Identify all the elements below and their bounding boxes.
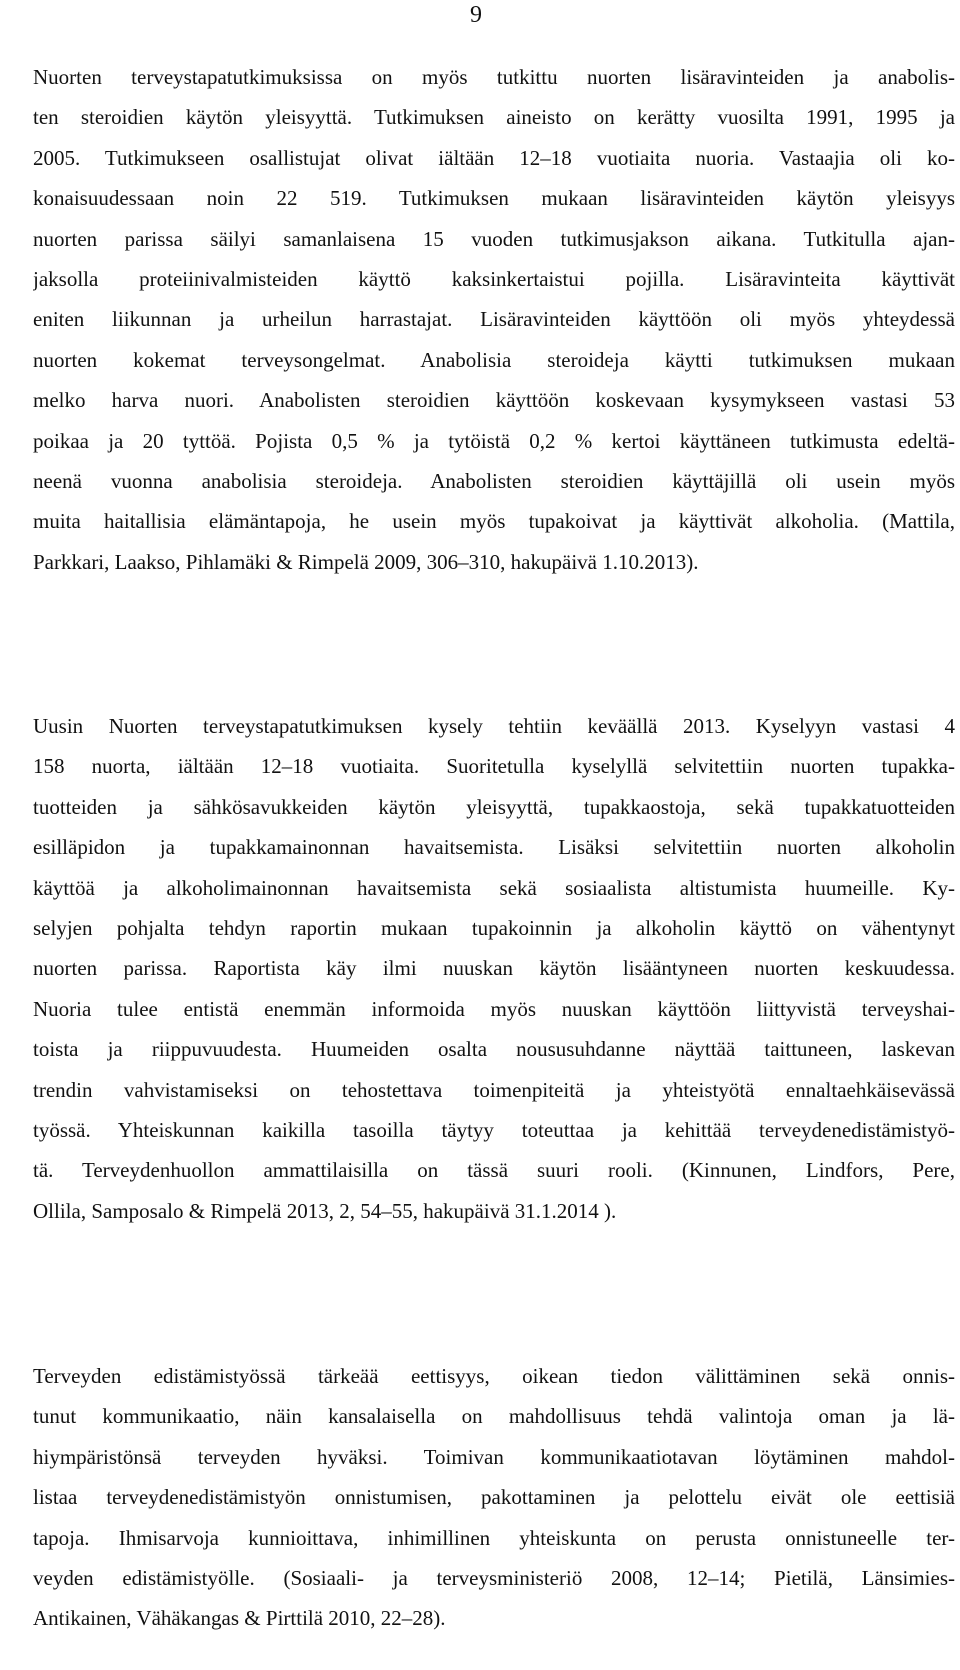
text-line: Uusin Nuorten terveystapatutkimuksen kysely tehtiin keväällä 2013. Kyselyyn vastasi 4 bbox=[33, 714, 955, 738]
text-line: Terveyden edistämistyössä tärkeää eettisyys, oikean tiedon välittäminen sekä onnis- bbox=[33, 1364, 955, 1388]
text-line: selyjen pohjalta tehdyn raportin mukaan tupakoinnin ja alkoholin käyttö on vähentynyt bbox=[33, 915, 955, 940]
text-line: työssä. Yhteiskunnan kaikilla tasoilla täytyy toteuttaa ja kehittää terveydenedistämistyö- bbox=[33, 1117, 955, 1142]
text-line: melko harva nuori. Anabolisten steroidien käyttöön koskevaan kysymykseen vastasi 53 bbox=[33, 388, 955, 413]
text-line: nuorten parissa. Raportista käy ilmi nuuskan käytön lisääntyneen nuorten keskuudessa. bbox=[33, 956, 955, 981]
text-line: esilläpidon ja tupakkamainonnan havaitsemista. Lisäksi selvitettiin nuorten alkoholin bbox=[33, 835, 955, 860]
text-line: trendin vahvistamiseksi on tehostettava toimenpiteitä ja yhteistyötä ennaltaehkäisevässä bbox=[33, 1077, 955, 1102]
text-line: tunut kommunikaatio, näin kansalaisella on mahdollisuus tehdä valintoja oman ja lä- bbox=[33, 1404, 955, 1429]
text-line: muita haitallisia elämäntapoja, he usein myös tupakoivat ja käyttivät alkoholia. (Mattila, bbox=[33, 509, 955, 534]
text-line: 158 nuorta, iältään 12–18 vuotiaita. Suoritetulla kyselyllä selvitettiin nuorten tupakka- bbox=[33, 754, 955, 779]
text-line: Parkkari, Laakso, Pihlamäki & Rimpelä 2009, 306–310, hakupäivä 1.10.2013). bbox=[33, 549, 699, 574]
paragraph-lisaravinteet bbox=[33, 57, 955, 582]
text-line: listaa terveydenedistämistyön onnistumisen, pakottaminen ja pelottelu eivät ole eettisiä bbox=[33, 1485, 955, 1510]
text-line: hiympäristönsä terveyden hyväksi. Toimivan kommunikaatiotavan löytäminen mahdol- bbox=[33, 1444, 955, 1469]
text-line: käyttöä ja alkoholimainonnan havaitsemista sekä sosiaalista altistumista huumeille. Ky- bbox=[33, 875, 955, 900]
text-line: veyden edistämistyölle. (Sosiaali- ja terveysministeriö 2008, 12–14; Pietilä, Länsimies- bbox=[33, 1565, 955, 1590]
text-line: konaisuudessaan noin 22 519. Tutkimuksen mukaan lisäravinteiden käytön yleisyys bbox=[33, 186, 955, 211]
text-line: 2005. Tutkimukseen osallistujat olivat iältään 12–18 vuotiaita nuoria. Vastaajia oli ko- bbox=[33, 145, 955, 170]
text-line: Ollila, Samposalo & Rimpelä 2013, 2, 54–55, hakupäivä 31.1.2014 ). bbox=[33, 1198, 617, 1223]
text-line: tuotteiden ja sähkösavukkeiden käytön yleisyyttä, tupakkaostoja, sekä tupakkatuotteiden bbox=[33, 794, 955, 819]
text-line: ten steroidien käytön yleisyyttä. Tutkimuksen aineisto on kerätty vuosilta 1991, 1995 ja bbox=[33, 105, 955, 130]
text-line: Nuorten terveystapatutkimuksissa on myös tutkittu nuorten lisäravinteiden ja anabolis- bbox=[33, 65, 955, 89]
paragraph-terveystapatutkimus-2013 bbox=[33, 706, 955, 1231]
text-line: tapoja. Ihmisarvoja kunnioittava, inhimillinen yhteiskunta on perusta onnistuneelle ter- bbox=[33, 1525, 955, 1550]
paragraph-eettisyys bbox=[33, 1356, 955, 1639]
text-line: poikaa ja 20 tyttöä. Pojista 0,5 % ja tytöistä 0,2 % kertoi käyttäneen tutkimusta edeltä- bbox=[33, 428, 955, 453]
page-number: 9 bbox=[470, 2, 482, 28]
text-line: eniten liikunnan ja urheilun harrastajat. Lisäravinteiden käyttöön oli myös yhteydessä bbox=[33, 307, 955, 332]
text-line: nuorten parissa säilyi samanlaisena 15 vuoden tutkimusjakson aikana. Tutkitulla ajan- bbox=[33, 226, 955, 251]
text-line: toista ja riippuvuudesta. Huumeiden osalta noususuhdanne näyttää taittuneen, laskevan bbox=[33, 1037, 955, 1062]
text-line: jaksolla proteiinivalmisteiden käyttö kaksinkertaistui pojilla. Lisäravinteita käyttivät bbox=[33, 266, 955, 291]
text-line: neenä vuonna anabolisia steroideja. Anabolisten steroidien käyttäjillä oli usein myös bbox=[33, 468, 955, 493]
text-line: nuorten kokemat terveysongelmat. Anabolisia steroideja käytti tutkimuksen mukaan bbox=[33, 347, 955, 372]
text-line: Nuoria tulee entistä enemmän informoida myös nuuskan käyttöön liittyvistä terveyshai- bbox=[33, 996, 955, 1021]
text-line: Antikainen, Vähäkangas & Pirttilä 2010, 22–28). bbox=[33, 1606, 446, 1631]
text-line: tä. Terveydenhuollon ammattilaisilla on tässä suuri rooli. (Kinnunen, Lindfors, Pere, bbox=[33, 1158, 955, 1183]
